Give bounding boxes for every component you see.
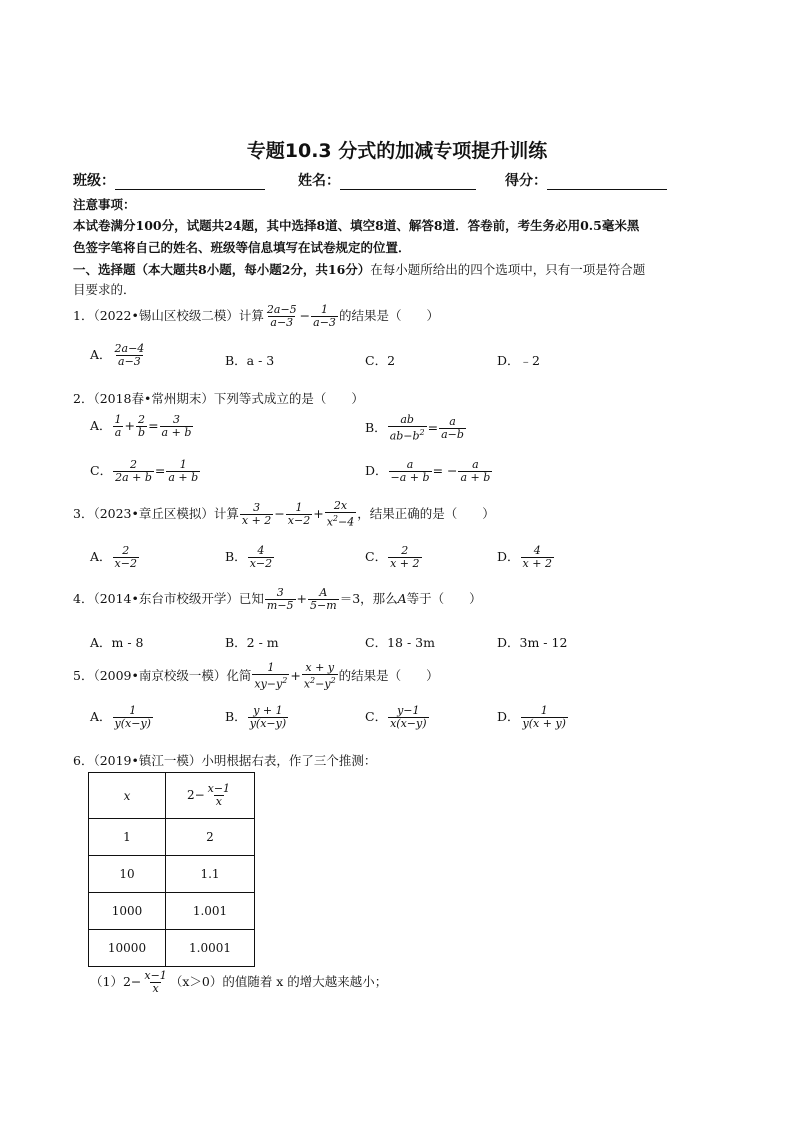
class-blank[interactable] — [115, 175, 265, 190]
q5-option-c[interactable]: C． $\frac{y-1}{x(x-y)}$ — [365, 704, 427, 730]
q4-option-b[interactable]: B．2 - m — [225, 635, 279, 650]
question-4: 4．（2014•东台市校级开学）已知 $\frac{3}{m-5}$ + $\frac{A}{5-m}$ ＝3，那么A等于（ ） — [73, 586, 482, 612]
table-header-row — [89, 773, 255, 819]
q2-option-b[interactable]: B． $\frac{ab}{ab-b^2}$ = $\frac{a}{a-b}$ — [365, 413, 464, 443]
question-3: 3．（2023•章丘区模拟）计算 $\frac{3}{x + 2}$ − $\frac{1}{x-2}$ + $\frac{2x}{x^2-4}$ ，结果正确的是（ ） — [73, 499, 495, 529]
value-table — [88, 772, 255, 967]
score-label: 得分： — [505, 173, 547, 189]
q4-option-a[interactable]: A．m - 8 — [90, 635, 144, 650]
q3-option-c[interactable]: C． $\frac{2}{x + 2}$ — [365, 544, 420, 570]
q1-option-d[interactable]: D．﹣2 — [497, 353, 540, 368]
question-5: 5．（2009•南京校级一模）化简 $\frac{1}{xy-y^2}$ + $\frac{x + y}{x^2-y^2}$ 的结果是（ ） — [73, 661, 439, 691]
q3-option-d[interactable]: D． $\frac{4}{x + 2}$ — [497, 544, 552, 570]
q4-option-d[interactable]: D．3m - 12 — [497, 635, 568, 650]
q4-option-c[interactable]: C．18 - 3m — [365, 635, 435, 650]
q2-option-c[interactable]: C． $\frac{2}{2a + b}$ = $\frac{1}{a + b}$ — [90, 458, 199, 484]
name-blank[interactable] — [340, 175, 476, 190]
q3-option-a[interactable]: A． $\frac{2}{x-2}$ — [90, 544, 137, 570]
class-label: 班级： — [73, 173, 115, 189]
q3-option-b[interactable]: B． $\frac{4}{x-2}$ — [225, 544, 273, 570]
section-heading-line2: 目要求的． — [73, 282, 136, 297]
table-row: 1 2 — [89, 819, 255, 856]
notes-line2: 色签字笔将自己的姓名、班级等信息填写在试卷规定的位置． — [73, 240, 411, 255]
section-heading — [73, 260, 645, 278]
q1-option-b[interactable]: B．a - 3 — [225, 353, 275, 368]
question-2: 2．（2018春•常州期末）下列等式成立的是（ ） — [73, 391, 364, 406]
section-heading-bold: 一、选择题（本大题共8小题，每小题2分，共16分） — [73, 262, 371, 277]
q1-stem: 1．（2022•锡山区校级二模）计算 — [73, 308, 264, 323]
q2-option-a[interactable]: A． $\frac{1}{a}$ + $\frac{2}{b}$ = $\frac{3}{a + b}$ — [90, 413, 192, 439]
score-blank[interactable] — [547, 175, 667, 190]
name-field — [298, 170, 476, 190]
q5-option-b[interactable]: B． $\frac{y + 1}{y(x-y)}$ — [225, 704, 287, 730]
notes-heading: 注意事项： — [73, 197, 136, 212]
page-title: 专题10.3 分式的加减专项提升训练 — [246, 140, 548, 162]
q1-fraction-1: $\frac{2a-5}{a-3}$ — [266, 303, 297, 329]
section-heading-rest: 在每小题所给出的四个选项中，只有一项是符合题 — [370, 262, 646, 277]
table-header-x: x — [89, 773, 166, 819]
notes-line1: 本试卷满分100分，试题共24题，其中选择8道、填空8道、解答8道．答卷前，考生务必用0.5毫米黑 — [73, 218, 640, 233]
question-6: 6．（2019•镇江一模）小明根据右表，作了三个推测： — [73, 753, 377, 768]
q1-fraction-2: $\frac{1}{a-3}$ — [313, 303, 336, 329]
table-row: 1000 1.001 — [89, 893, 255, 930]
class-field — [73, 170, 265, 190]
q1-option-a[interactable]: A． $\frac{2a-4}{a-3}$ — [90, 342, 145, 368]
q6-item-1: （1）2− $\frac{x-1}{x}$ （x＞0）的值随着 x 的增大越来越小； — [90, 969, 388, 995]
q2-option-d[interactable]: D． $\frac{a}{-a + b}$ = − $\frac{a}{a + b}$ — [365, 458, 491, 484]
name-label: 姓名： — [298, 173, 340, 189]
table-row: 10000 1.0001 — [89, 930, 255, 967]
q5-option-d[interactable]: D． $\frac{1}{y(x + y)}$ — [497, 704, 566, 730]
table-row: 10 1.1 — [89, 856, 255, 893]
q1-option-c[interactable]: C．2 — [365, 353, 396, 368]
score-field — [505, 170, 667, 190]
table-header-expr: 2− $\frac{x-1}{x}$ — [166, 773, 255, 819]
question-1: 1．（2022•锡山区校级二模）计算 $\frac{2a-5}{a-3}$ − $\frac{1}{a-3}$ 的结果是（ ） — [73, 303, 439, 329]
q5-option-a[interactable]: A． $\frac{1}{y(x-y)}$ — [90, 704, 151, 730]
